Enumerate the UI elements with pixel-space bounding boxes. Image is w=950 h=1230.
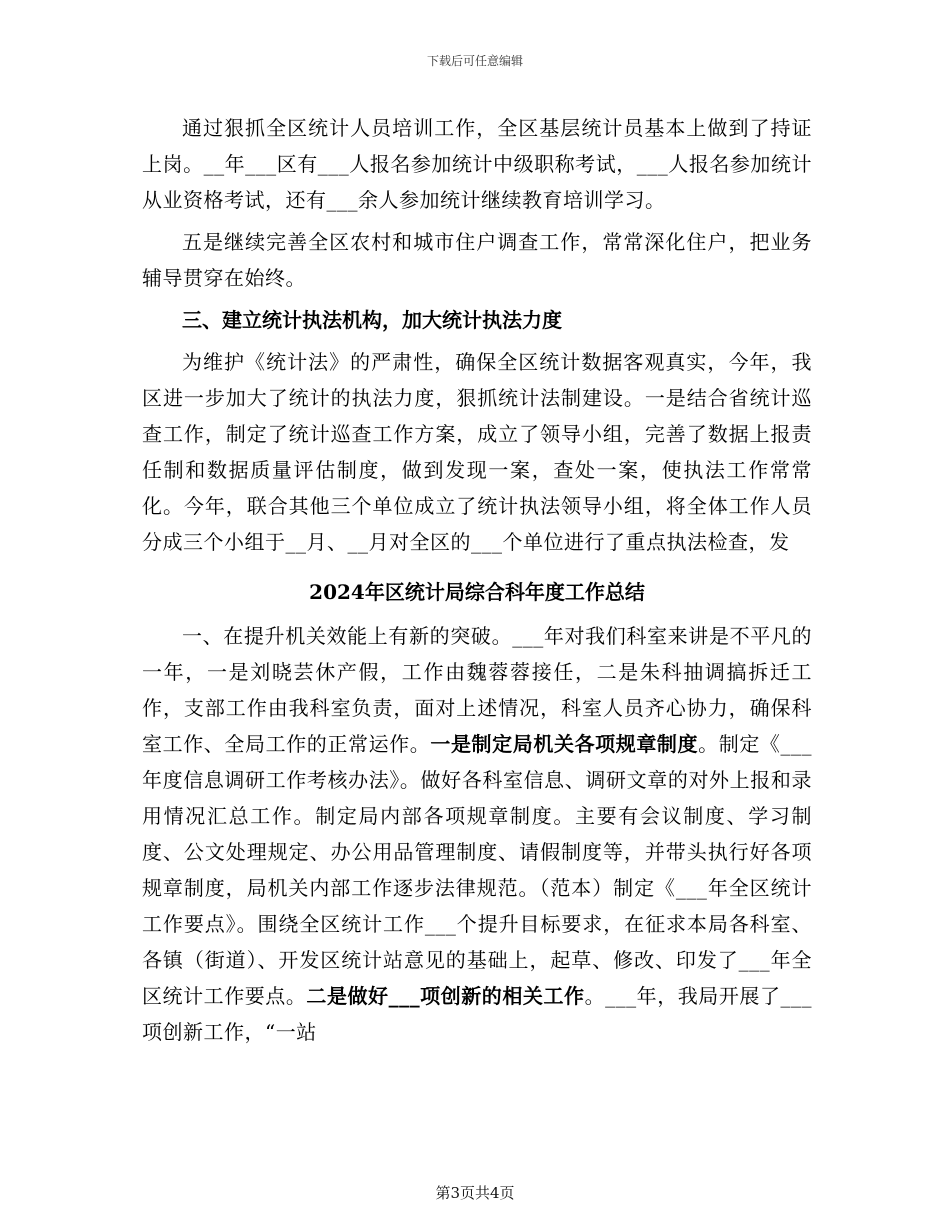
efficiency-text-3: 。___年，我局开展了___项创新工作，“一站 bbox=[142, 984, 813, 1044]
efficiency-text-2: 。制定《___年度信息调研工作考核办法》。做好各科室信息、调研文章的对外上报和录用情况汇总工作。制定局内部各项规章制度。主要有会议制度、学习制度、公文处理规定、办公用品管理制度、请假制度等，并带头执行好各项规章制度，局机关内部工作逐步法律规范。（范本）制定《___年全区统计工作要点》。围绕全区统计工作___个提升目标要求，在征求本局各科室、各镇（街道）、开发区统计站意见的基础上，起草、修改、印发了___年全区统计工作要点。 bbox=[142, 732, 813, 1008]
page-footer: 第3页共4页 bbox=[435, 1184, 515, 1202]
paragraph-enforcement: 为维护《统计法》的严肃性，确保全区统计数据客观真实，今年，我区进一步加大了统计的执法力度，狠抓统计法制建设。一是结合省统计巡查工作，制定了统计巡查工作方案，成立了领导小组，完善了数据上报责任制和数据质量评估制度，做到发现一案，查处一案，使执法工作常常化。今年，联合其他三个单位成立了统计执法领导小组，将全体工作人员分成三个小组于__月、__月对全区的___个单位进行了重点执法检查，发 bbox=[142, 350, 812, 554]
paragraph-household-survey: 五是继续完善全区农村和城市住户调查工作，常常深化住户，把业务辅导贯穿在始终。 bbox=[142, 230, 812, 290]
document-body bbox=[142, 110, 812, 1050]
page-header: 下载后可任意编辑 bbox=[426, 54, 523, 68]
paragraph-efficiency bbox=[142, 618, 812, 1050]
efficiency-bold-2: 二是做好___项创新的相关工作 bbox=[306, 984, 585, 1008]
efficiency-text-1: 一、在提升机关效能上有新的突破。___年对我们科室来讲是不平凡的一年，一是刘晓芸休产假，工作由魏蓉蓉接任，二是朱科抽调搞拆迁工作，支部工作由我科室负责，面对上述情况，科室人员齐心协力，确保科室工作、全局工作的正常运作。 bbox=[142, 624, 812, 756]
paragraph-training: 通过狠抓全区统计人员培训工作，全区基层统计员基本上做到了持证上岗。__年___区有___人报名参加统计中级职称考试，___人报名参加统计从业资格考试，还有___余人参加统计继续教育培训学习。 bbox=[142, 116, 812, 212]
efficiency-bold-1: 一是制定局机关各项规章制度 bbox=[430, 732, 699, 756]
section-heading-enforcement: 三、建立统计执法机构，加大统计执法力度 bbox=[182, 308, 562, 332]
document-title: 2024年区统计局综合科年度工作总结 bbox=[309, 580, 645, 604]
